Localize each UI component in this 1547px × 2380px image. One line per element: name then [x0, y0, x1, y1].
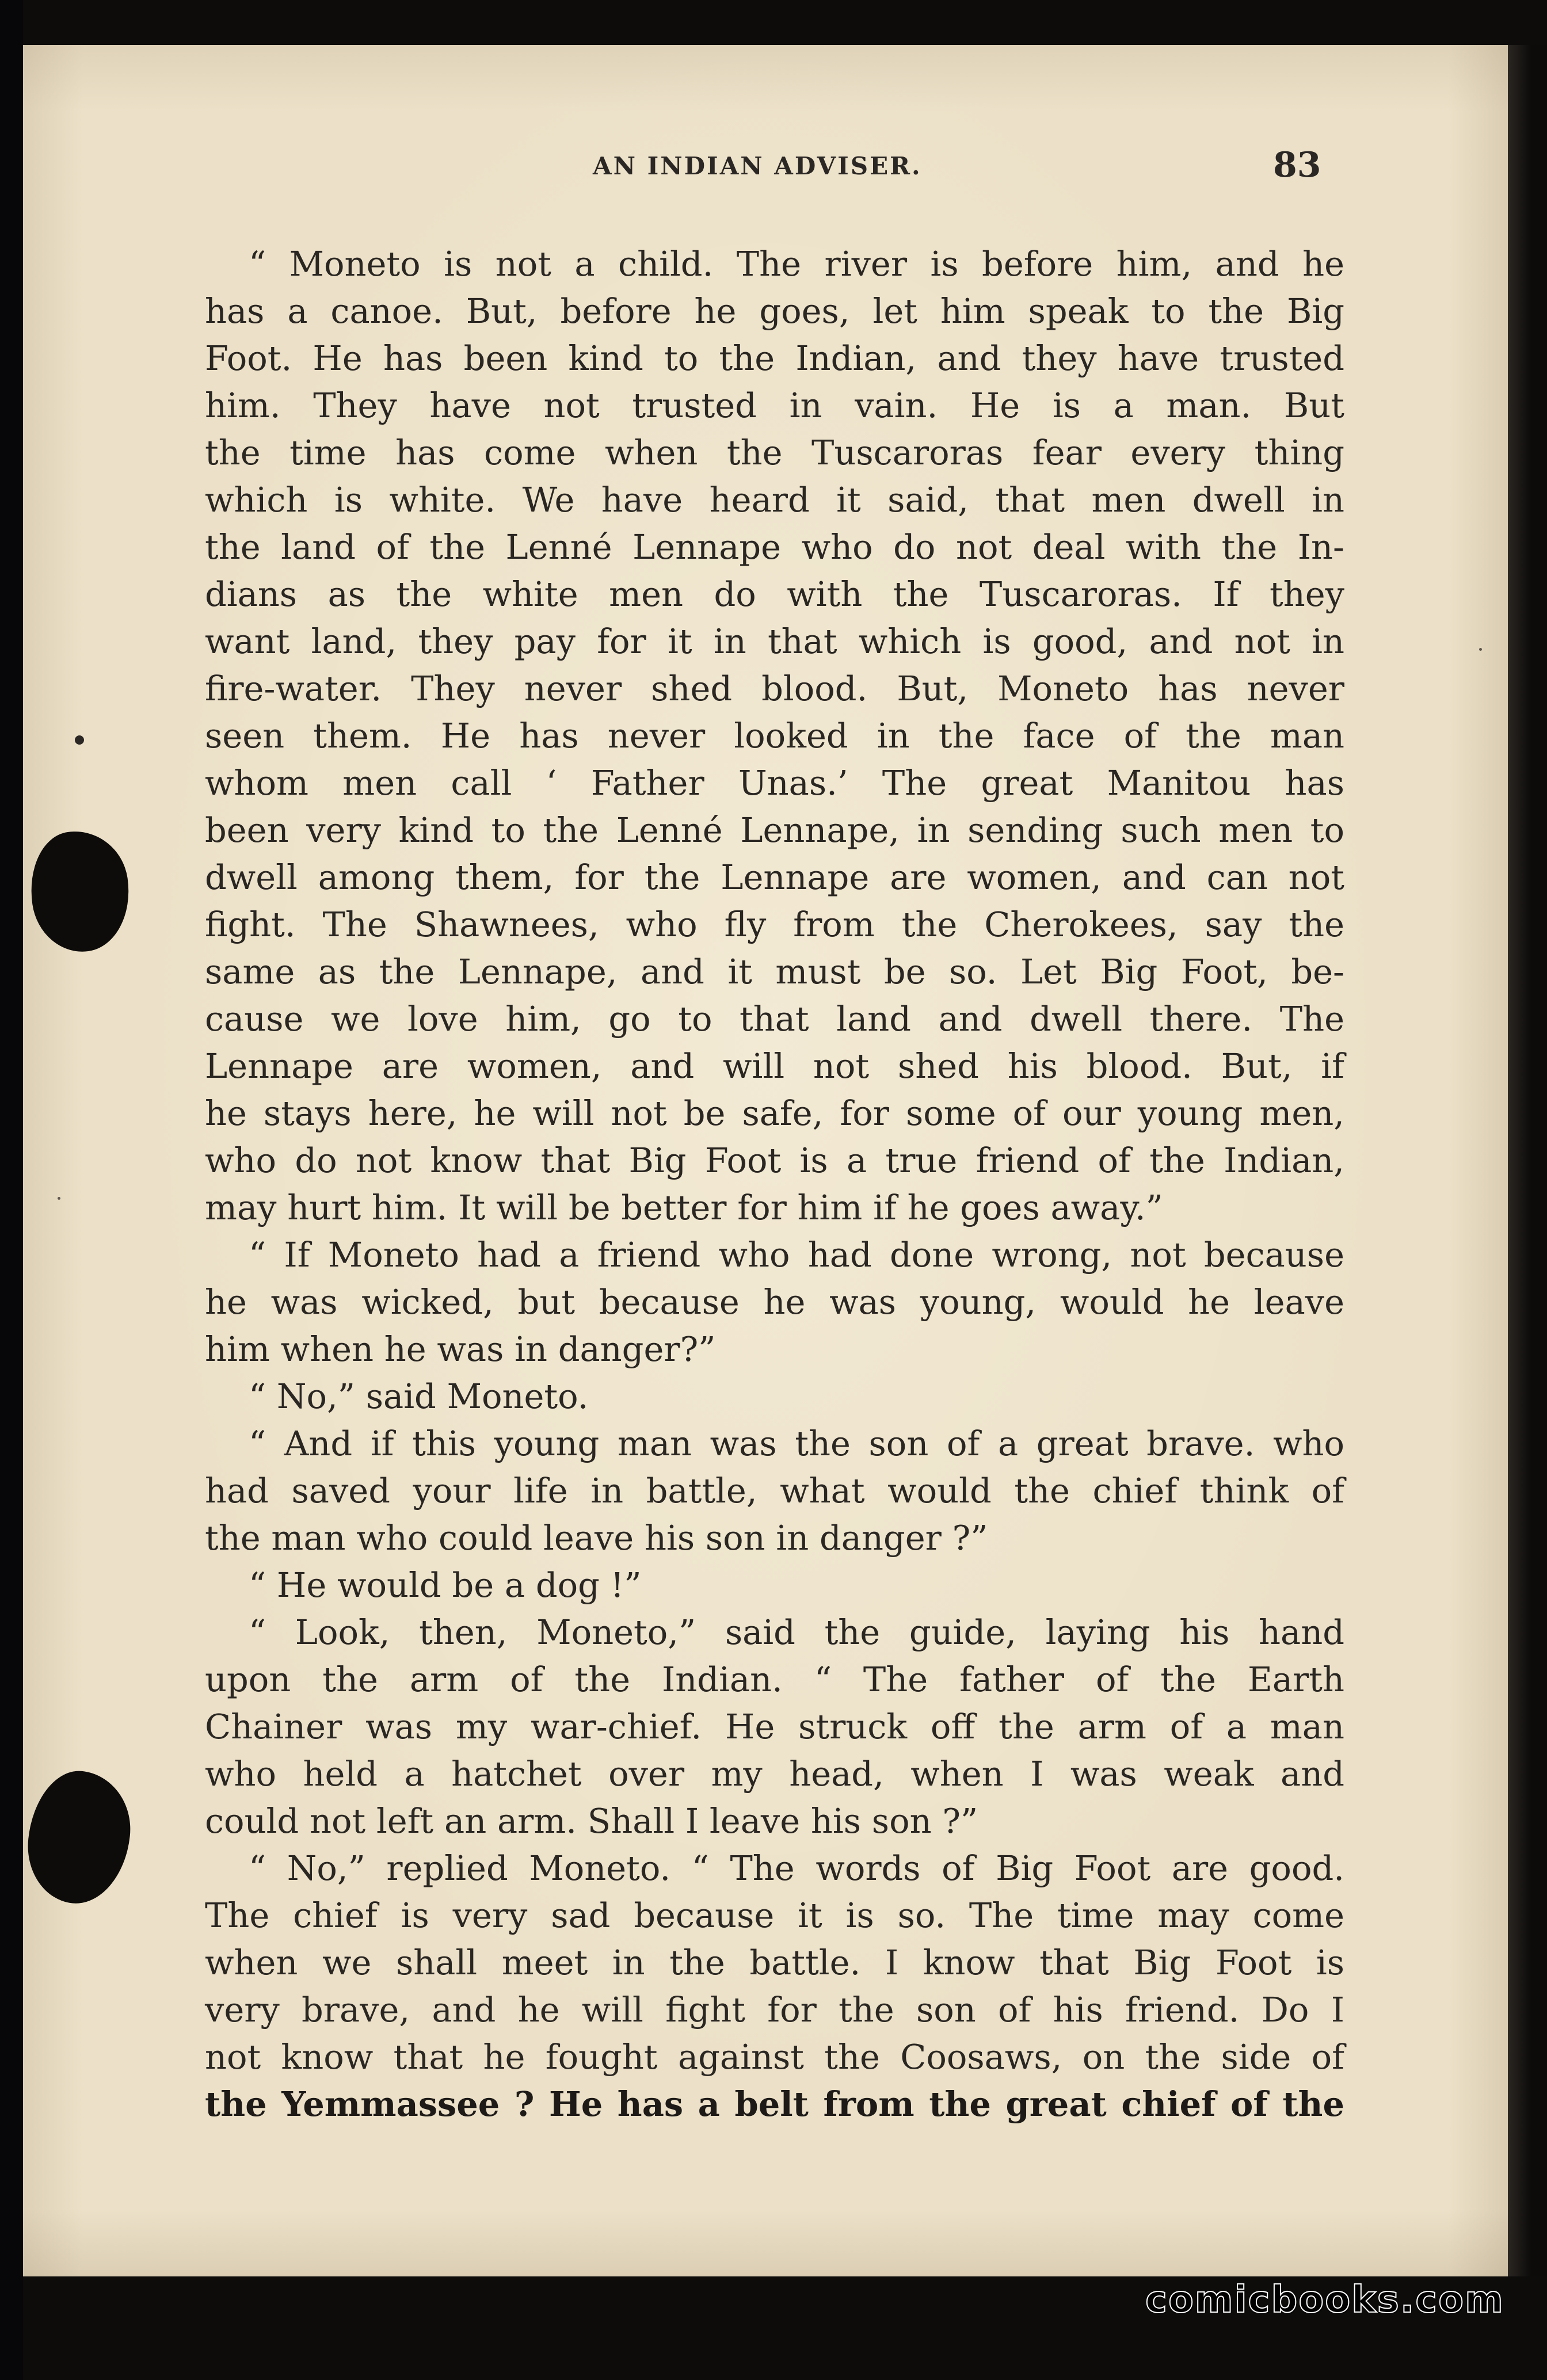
text-line: had saved your life in battle, what would the chief think of	[205, 1471, 1344, 1511]
text-line: “ If Moneto had a friend who had done wrong, not because	[249, 1235, 1344, 1275]
text-line: the Yemmassee ? He has a belt from the great chief of the	[205, 2084, 1344, 2124]
text-line: “ Moneto is not a child. The river is before him, and he	[249, 244, 1344, 284]
text-line: not know that he fought against the Coosaws, on the side of	[205, 2037, 1344, 2077]
text-line: could not left an arm. Shall I leave his son ?”	[205, 1801, 978, 1841]
page-header	[23, 145, 1508, 194]
text-line: which is white. We have heard it said, that men dwell in	[205, 480, 1344, 520]
text-line: the man who could leave his son in danger ?”	[205, 1518, 988, 1558]
running-head: AN INDIAN ADVISER.	[593, 152, 922, 180]
text-line: Foot. He has been kind to the Indian, and they have trusted	[205, 338, 1344, 378]
page-number: 83	[1273, 145, 1321, 185]
text-line: whom men call ‘ Father Unas.’ The great Manitou has	[205, 763, 1344, 803]
paper-fleck	[58, 1197, 60, 1200]
ink-stain	[23, 825, 137, 958]
text-line: who do not know that Big Foot is a true friend of the Indian,	[205, 1141, 1344, 1180]
site-watermark: comicbooks.com	[1145, 2279, 1504, 2321]
page-edge-shadow	[1508, 45, 1547, 2276]
text-line: may hurt him. It will be better for him if he goes away.”	[205, 1188, 1163, 1227]
text-line: who held a hatchet over my head, when I was weak and	[205, 1754, 1344, 1794]
text-line: the time has come when the Tuscaroras fear every thing	[205, 433, 1344, 472]
text-line: want land, they pay for it in that which is good, and not in	[205, 621, 1344, 661]
text-line: cause we love him, go to that land and dwell there. The	[205, 999, 1344, 1039]
text-line: fight. The Shawnees, who fly from the Cherokees, say the	[205, 905, 1344, 944]
text-line: when we shall meet in the battle. I know that Big Foot is	[205, 1943, 1344, 1982]
text-line: “ No,” replied Moneto. “ The words of Big Foot are good.	[249, 1848, 1344, 1888]
text-line: dians as the white men do with the Tuscaroras. If they	[205, 574, 1344, 614]
text-line: “ He would be a dog !”	[249, 1565, 642, 1605]
ink-stain	[23, 1766, 136, 1908]
text-line: The chief is very sad because it is so. The time may come	[205, 1895, 1344, 1935]
text-line: he stays here, he will not be safe, for some of our young men,	[205, 1093, 1344, 1133]
text-line: very brave, and he will fight for the son of his friend. Do I	[205, 1990, 1344, 2030]
text-line: fire-water. They never shed blood. But, Moneto has never	[205, 669, 1344, 708]
text-line: him when he was in danger?”	[205, 1329, 716, 1369]
paper-fleck	[1479, 648, 1482, 651]
text-line: the land of the Lenné Lennape who do not deal with the In-	[205, 527, 1344, 567]
text-line: Lennape are women, and will not shed his blood. But, if	[205, 1046, 1344, 1086]
text-line: him. They have not trusted in vain. He is a man. But	[205, 386, 1344, 425]
book-page	[23, 45, 1508, 2276]
ink-dot	[75, 735, 84, 745]
text-line: “ No,” said Moneto.	[249, 1376, 589, 1416]
text-line: dwell among them, for the Lennape are women, and can not	[205, 857, 1344, 897]
text-line: “ Look, then, Moneto,” said the guide, laying his hand	[249, 1612, 1344, 1652]
text-line: same as the Lennape, and it must be so. Let Big Foot, be-	[205, 952, 1344, 991]
text-line: “ And if this young man was the son of a great brave. who	[249, 1424, 1344, 1463]
text-line: he was wicked, but because he was young, would he leave	[205, 1282, 1344, 1322]
text-line: upon the arm of the Indian. “ The father of the Earth	[205, 1660, 1344, 1699]
text-line: seen them. He has never looked in the face of the man	[205, 716, 1344, 756]
text-line: been very kind to the Lenné Lennape, in sending such men to	[205, 810, 1344, 850]
text-line: has a canoe. But, before he goes, let him speak to the Big	[205, 291, 1344, 331]
binding-edge	[0, 0, 23, 2380]
text-line: Chainer was my war-chief. He struck off the arm of a man	[205, 1707, 1344, 1746]
